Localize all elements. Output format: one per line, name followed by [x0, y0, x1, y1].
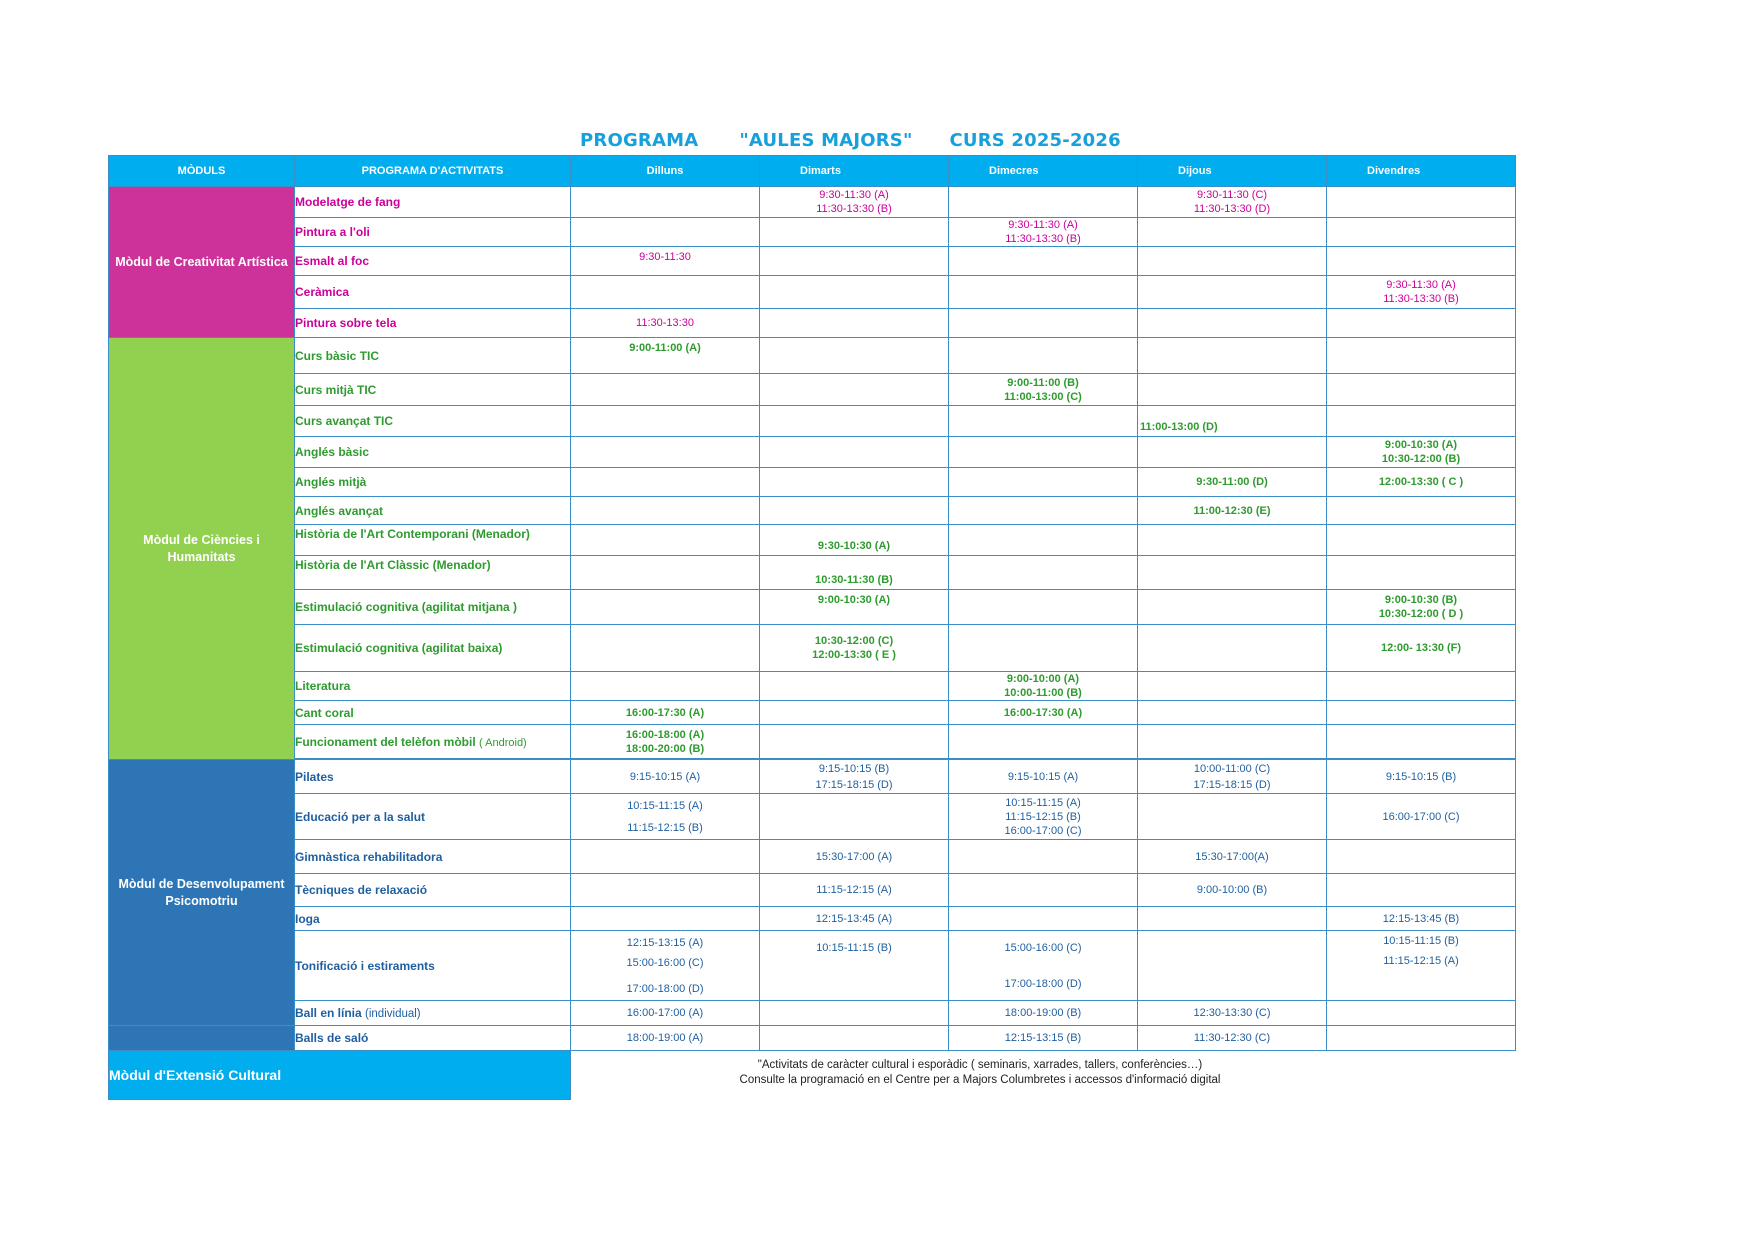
slot-mon [571, 437, 760, 468]
activity-name: Tècniques de relaxació [295, 874, 571, 907]
activity-name: Modelatge de fang [295, 187, 571, 218]
slot-wed: 9:00-11:00 (B) 11:00-13:00 (C) [949, 374, 1138, 406]
slot-wed [949, 187, 1138, 218]
slot-fri [1327, 556, 1516, 590]
slot-thu [1138, 794, 1327, 840]
module-psychomotor-continued [109, 1026, 295, 1051]
slot-fri [1327, 701, 1516, 725]
title-aules-majors: "AULES MAJORS" [739, 130, 913, 151]
activity-name: Història de l'Art Clàssic (Menador) [295, 556, 571, 590]
activity-name: Balls de saló [295, 1026, 571, 1051]
slot-mon: 9:15-10:15 (A) [571, 760, 760, 794]
slot-fri [1327, 840, 1516, 874]
table-row [109, 247, 1516, 276]
slot-wed [949, 907, 1138, 931]
slot-mon: 9:00-11:00 (A) [571, 338, 760, 374]
slot-tue: 11:15-12:15 (A) [760, 874, 949, 907]
activity-name: Curs avançat TIC [295, 406, 571, 437]
slot-mon [571, 468, 760, 497]
slot-tue [760, 672, 949, 701]
slot-thu [1138, 437, 1327, 468]
table-row [109, 874, 1516, 907]
slot-fri: 10:15-11:15 (B) 11:15-12:15 (A) [1327, 931, 1516, 1001]
slot-thu [1138, 701, 1327, 725]
slot-mon [571, 874, 760, 907]
slot-mon: 16:00-18:00 (A) 18:00-20:00 (B) [571, 725, 760, 759]
activity-name-suffix: ( Android) [479, 736, 527, 749]
slot-fri [1327, 497, 1516, 525]
table-row [109, 931, 1516, 1001]
slot-mon [571, 218, 760, 247]
table-row [109, 1001, 1516, 1026]
slot-wed [949, 309, 1138, 338]
slot-fri [1327, 525, 1516, 556]
module-sciences: Mòdul de Ciències i Humanitats [109, 338, 295, 760]
table-row [109, 276, 1516, 309]
slot-fri [1327, 218, 1516, 247]
slot-mon [571, 276, 760, 309]
slot-mon [571, 840, 760, 874]
slot-wed: 9:15-10:15 (A) [949, 760, 1138, 794]
slot-fri: 12:00-13:30 ( C ) [1327, 468, 1516, 497]
table-row [109, 187, 1516, 218]
slot-tue: 12:15-13:45 (A) [760, 907, 949, 931]
activity-name-main: Ball en línia [295, 1006, 362, 1020]
slot-tue [760, 725, 949, 759]
slot-fri [1327, 338, 1516, 374]
header-program: PROGRAMA D'ACTIVITATS [295, 156, 571, 187]
slot-tue [760, 309, 949, 338]
slot-wed [949, 468, 1138, 497]
slot-thu [1138, 725, 1327, 759]
slot-fri: 9:00-10:30 (A) 10:30-12:00 (B) [1327, 437, 1516, 468]
slot-mon: 18:00-19:00 (A) [571, 1026, 760, 1051]
slot-thu [1138, 338, 1327, 374]
activity-name: Ioga [295, 907, 571, 931]
slot-tue [760, 1026, 949, 1051]
slot-tue: 10:30-12:00 (C) 12:00-13:30 ( E ) [760, 625, 949, 672]
table-row [109, 309, 1516, 338]
header-monday: Dilluns [571, 156, 760, 187]
slot-thu: 11:30-12:30 (C) [1138, 1026, 1327, 1051]
slot-mon: 12:15-13:15 (A) 15:00-16:00 (C) 17:00-18:00 (D) [571, 931, 760, 1001]
slot-wed: 18:00-19:00 (B) [949, 1001, 1138, 1026]
activity-name: Estimulació cognitiva (agilitat mitjana ) [295, 590, 571, 625]
slot-tue: 9:00-10:30 (A) [760, 590, 949, 625]
slot-thu [1138, 556, 1327, 590]
table-row [109, 338, 1516, 374]
slot-wed [949, 437, 1138, 468]
slot-tue [760, 276, 949, 309]
slot-wed [949, 625, 1138, 672]
slot-wed [949, 525, 1138, 556]
slot-wed [949, 840, 1138, 874]
slot-thu [1138, 218, 1327, 247]
slot-thu [1138, 374, 1327, 406]
slot-mon: 16:00-17:30 (A) [571, 701, 760, 725]
module-cultural: Mòdul d'Extensió Cultural [109, 1051, 571, 1100]
slot-tue [760, 1001, 949, 1026]
slot-wed [949, 247, 1138, 276]
slot-wed [949, 590, 1138, 625]
table-row [109, 907, 1516, 931]
slot-mon: 10:15-11:15 (A) 11:15-12:15 (B) [571, 794, 760, 840]
slot-fri: 12:00- 13:30 (F) [1327, 625, 1516, 672]
slot-mon [571, 672, 760, 701]
slot-fri [1327, 874, 1516, 907]
slot-thu: 11:00-13:00 (D) [1138, 406, 1327, 437]
slot-mon: 11:30-13:30 [571, 309, 760, 338]
header-friday: Divendres [1327, 156, 1516, 187]
activity-name: Tonificació i estiraments [295, 931, 571, 1001]
slot-wed [949, 276, 1138, 309]
activity-name: Educació per a la salut [295, 794, 571, 840]
activity-name: Literatura [295, 672, 571, 701]
slot-wed [949, 406, 1138, 437]
slot-thu [1138, 247, 1327, 276]
slot-mon [571, 406, 760, 437]
activity-name: Estimulació cognitiva (agilitat baixa) [295, 625, 571, 672]
table-row [109, 725, 1516, 759]
activity-name [295, 1001, 571, 1026]
activity-name-suffix: (individual) [365, 1008, 421, 1020]
slot-fri [1327, 725, 1516, 759]
slot-tue: 9:30-11:30 (A) 11:30-13:30 (B) [760, 187, 949, 218]
activity-name [295, 725, 571, 759]
table-row [109, 497, 1516, 525]
cultural-note [580, 1058, 1380, 1088]
table-row [109, 672, 1516, 701]
cultural-note-line1: "Activitats de caràcter cultural i esporàdic ( seminaris, xarrades, tallers, conferències…) [757, 1059, 1203, 1071]
slot-thu [1138, 525, 1327, 556]
table-row [109, 590, 1516, 625]
table-row [109, 437, 1516, 468]
slot-mon [571, 907, 760, 931]
slot-mon [571, 187, 760, 218]
table-row [109, 625, 1516, 672]
slot-wed: 9:00-10:00 (A) 10:00-11:00 (B) [949, 672, 1138, 701]
slot-thu: 11:00-12:30 (E) [1138, 497, 1327, 525]
slot-mon: 9:30-11:30 [571, 247, 760, 276]
table-row [109, 1026, 1516, 1051]
cultural-note-line2: Consulte la programació en el Centre per a Majors Columbretes i accessos d'informació digital [739, 1074, 1221, 1086]
header-thursday: Dijous [1138, 156, 1327, 187]
slot-mon [571, 556, 760, 590]
activity-name-main: Funcionament del telèfon mòbil [295, 734, 476, 749]
slot-mon [571, 374, 760, 406]
activity-name: Anglés mitjà [295, 468, 571, 497]
page-title [580, 130, 1121, 156]
header-modules: MÒDULS [109, 156, 295, 187]
header-row [109, 156, 1516, 187]
slot-thu: 15:30-17:00(A) [1138, 840, 1327, 874]
slot-fri [1327, 1001, 1516, 1026]
slot-mon: 16:00-17:00 (A) [571, 1001, 760, 1026]
module-psychomotor: Mòdul de Desenvolupament Psicomotriu [109, 760, 295, 1026]
slot-thu [1138, 309, 1327, 338]
slot-wed [949, 338, 1138, 374]
slot-wed: 16:00-17:30 (A) [949, 701, 1138, 725]
module-creativity: Mòdul de Creativitat Artística [109, 187, 295, 338]
slot-wed [949, 725, 1138, 759]
slot-fri: 16:00-17:00 (C) [1327, 794, 1516, 840]
slot-wed: 12:15-13:15 (B) [949, 1026, 1138, 1051]
slot-fri [1327, 672, 1516, 701]
table-row [109, 794, 1516, 840]
slot-mon [571, 497, 760, 525]
activity-name: Cant coral [295, 701, 571, 725]
slot-tue: 9:30-10:30 (A) [760, 525, 949, 556]
table-row [109, 218, 1516, 247]
title-programa: PROGRAMA [580, 130, 699, 151]
activity-name: Anglés avançat [295, 497, 571, 525]
slot-wed: 10:15-11:15 (A) 11:15-12:15 (B) 16:00-17:00 (C) [949, 794, 1138, 840]
activity-name: Pintura sobre tela [295, 309, 571, 338]
slot-thu: 12:30-13:30 (C) [1138, 1001, 1327, 1026]
slot-fri: 9:00-10:30 (B) 10:30-12:00 ( D ) [1327, 590, 1516, 625]
table-row [109, 840, 1516, 874]
slot-tue [760, 437, 949, 468]
slot-tue: 15:30-17:00 (A) [760, 840, 949, 874]
slot-tue: 10:15-11:15 (B) [760, 931, 949, 1001]
slot-fri: 9:15-10:15 (B) [1327, 760, 1516, 794]
slot-wed: 9:30-11:30 (A) 11:30-13:30 (B) [949, 218, 1138, 247]
slot-thu [1138, 590, 1327, 625]
slot-tue [760, 497, 949, 525]
slot-tue [760, 794, 949, 840]
slot-mon [571, 625, 760, 672]
table-row [109, 525, 1516, 556]
table-row [109, 760, 1516, 794]
slot-thu [1138, 276, 1327, 309]
slot-tue [760, 247, 949, 276]
slot-fri [1327, 374, 1516, 406]
activity-name: Anglés bàsic [295, 437, 571, 468]
slot-tue [760, 468, 949, 497]
activity-name: Curs mitjà TIC [295, 374, 571, 406]
slot-thu: 9:30-11:00 (D) [1138, 468, 1327, 497]
activity-name: Història de l'Art Contemporani (Menador) [295, 525, 571, 556]
slot-wed [949, 556, 1138, 590]
slot-thu [1138, 672, 1327, 701]
slot-fri [1327, 247, 1516, 276]
table-row [109, 374, 1516, 406]
activity-name: Ceràmica [295, 276, 571, 309]
activity-name: Pintura a l'oli [295, 218, 571, 247]
slot-fri [1327, 309, 1516, 338]
slot-thu: 9:00-10:00 (B) [1138, 874, 1327, 907]
slot-tue [760, 374, 949, 406]
slot-thu [1138, 907, 1327, 931]
slot-thu [1138, 625, 1327, 672]
slot-wed: 15:00-16:00 (C) 17:00-18:00 (D) [949, 931, 1138, 1001]
slot-fri [1327, 1026, 1516, 1051]
slot-fri: 9:30-11:30 (A) 11:30-13:30 (B) [1327, 276, 1516, 309]
slot-fri [1327, 406, 1516, 437]
schedule-table [108, 155, 1516, 1100]
slot-tue [760, 406, 949, 437]
table-row [109, 468, 1516, 497]
header-wednesday: Dimecres [949, 156, 1138, 187]
slot-wed [949, 874, 1138, 907]
activity-name: Esmalt al foc [295, 247, 571, 276]
slot-tue: 10:30-11:30 (B) [760, 556, 949, 590]
title-curs: CURS 2025-2026 [949, 130, 1121, 151]
slot-fri [1327, 187, 1516, 218]
activity-name: Pilates [295, 760, 571, 794]
activity-name: Gimnàstica rehabilitadora [295, 840, 571, 874]
activity-name: Curs bàsic TIC [295, 338, 571, 374]
slot-mon [571, 525, 760, 556]
slot-tue [760, 701, 949, 725]
slot-thu: 10:00-11:00 (C) 17:15-18:15 (D) [1138, 760, 1327, 794]
slot-tue [760, 338, 949, 374]
slot-mon [571, 590, 760, 625]
slot-thu: 9:30-11:30 (C) 11:30-13:30 (D) [1138, 187, 1327, 218]
slot-tue [760, 218, 949, 247]
header-tuesday: Dimarts [760, 156, 949, 187]
table-row [109, 701, 1516, 725]
slot-thu [1138, 931, 1327, 1001]
slot-tue: 9:15-10:15 (B) 17:15-18:15 (D) [760, 760, 949, 794]
table-row [109, 406, 1516, 437]
slot-fri: 12:15-13:45 (B) [1327, 907, 1516, 931]
slot-wed [949, 497, 1138, 525]
table-row [109, 556, 1516, 590]
